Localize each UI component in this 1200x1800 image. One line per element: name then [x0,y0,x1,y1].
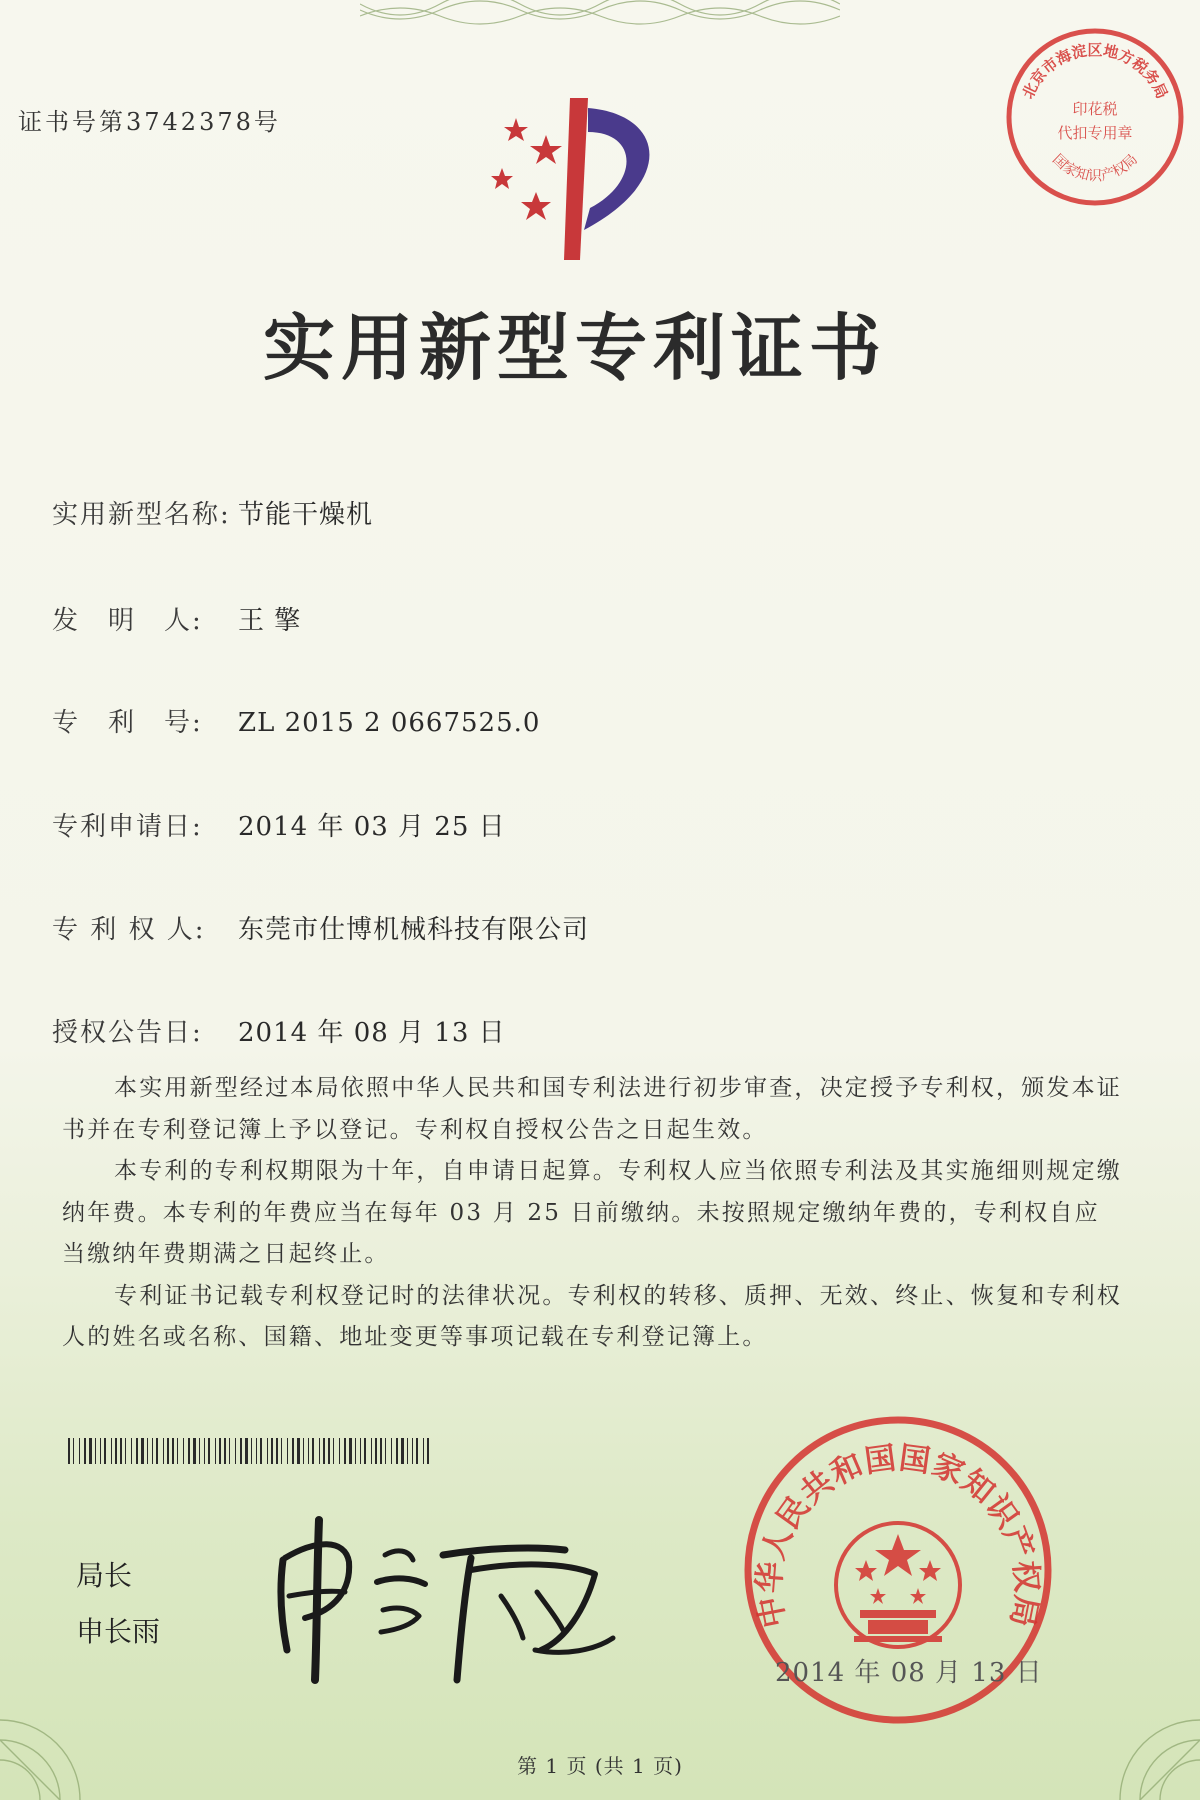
guilloche-corner-left [0,1680,120,1800]
guilloche-corner-right [1080,1680,1200,1800]
field-patentee [52,909,589,946]
tax-stamp-line-2: 代扣专用章 [1057,124,1133,142]
tax-stamp-outer-text: 北京市海淀区地方税务局 [1018,41,1172,102]
field-value: 2014 年 08 月 13 日 [238,1018,506,1048]
page-number: 第 1 页 (共 1 页) [517,1754,683,1778]
field-model-name [52,494,373,531]
tax-stamp [1000,22,1190,212]
field-label: 实用新型名称: [52,500,231,530]
svg-text:国家知识产权局 [1049,151,1141,184]
guilloche-border-top [360,0,840,28]
field-label: 专 利 号: [52,708,203,738]
body-paragraph: 本实用新型经过本局依照中华人民共和国专利法进行初步审查，决定授予专利权，颁发本证书并在专利登记簿上予以登记。专利权自授权公告之日起生效。 [62,1075,1122,1143]
field-value: 东莞市仕博机械科技有限公司 [238,915,590,945]
tax-stamp-line-1: 印花税 [1072,100,1118,118]
body-paragraph: 专利证书记载专利权登记时的法律状况。专利权的转移、质押、无效、终止、恢复和专利权人的姓名或名称、国籍、地址变更等事项记载在专利登记簿上。 [62,1282,1122,1350]
field-value: 节能干燥机 [238,500,374,530]
certificate-body [62,1068,1122,1359]
field-value: ZL 2015 2 0667525.0 [238,708,541,738]
director-name: 申长雨 [76,1615,161,1648]
field-grant-date [52,1012,506,1049]
field-label: 授权公告日: [52,1018,203,1048]
field-application-date [52,806,506,843]
certificate-number: 证书号第3742378号 [18,108,281,136]
field-patent-number [52,702,540,739]
tax-stamp-bottom-text: 国家知识产权局 [1049,151,1141,185]
body-paragraph: 本专利的专利权期限为十年，自申请日起算。专利权人应当依照专利法及其实施细则规定缴纳年费。本专利的年费应当在每年 03 月 25 日前缴纳。未按照规定缴纳年费的，专利权自应当缴纳年费期满之日起终止。 [62,1158,1122,1267]
field-label: 发 明 人: [52,606,203,636]
field-label: 专 利 权 人: [52,915,206,945]
field-label: 专利申请日: [52,812,203,842]
seal-date: 2014 年 08 月 13 日 [775,1658,1043,1688]
director-title: 局长 [76,1559,133,1592]
director-signature [265,1500,625,1685]
cnipa-logo [488,90,718,265]
certificate-title: 实用新型专利证书 [262,305,887,390]
field-value: 王 擎 [238,606,302,636]
barcode [68,1438,430,1464]
field-value: 2014 年 03 月 25 日 [238,812,506,842]
field-inventor [52,600,301,637]
official-seal-text: 中华人民共和国国家知识产权局 [751,1440,1045,1631]
national-emblem [836,1523,960,1647]
